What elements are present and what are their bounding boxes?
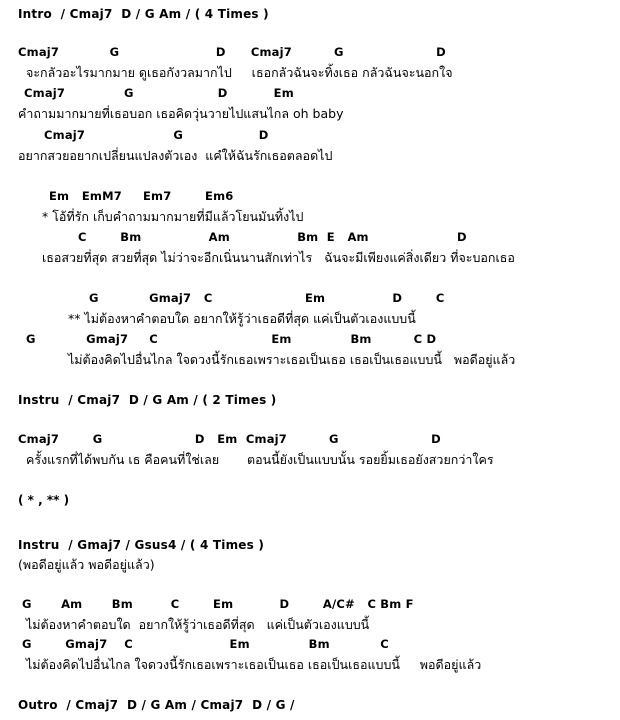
lyric-line-v1-lyric-2: คำถามมากมายที่เธอบอก เธอคิดวุ่นวายไปแสนไกล oh baby — [18, 106, 344, 121]
chord-line-v1-chords-1: Cmaj7 G D Cmaj7 G D — [18, 45, 446, 59]
repeat-marker: ( * , ** ) — [18, 493, 70, 507]
chord-line-v1-chords-3: Cmaj7 G D — [44, 128, 269, 142]
lyric-line-ch2-lyric-1: ** ไม่ต้องหาคำตอบใด อยากให้รู้ว่าเธอดีที่สุด แค่เป็นตัวเองแบบนี้ — [68, 311, 416, 326]
chord-line-out1-chords-1: G Am Bm C Em D A/C# C Bm F — [22, 597, 414, 611]
section-marker-intro-section: Intro / Cmaj7 D / G Am / ( 4 Times ) — [18, 7, 269, 21]
chord-line-v2-chords-1: Cmaj7 G D Em Cmaj7 G D — [18, 432, 441, 446]
lyric-line-ch1-lyric-2: เธอสวยที่สุด สวยที่สุด ไม่ว่าจะอีกเนิ่นนานสักเท่าไร ฉันจะมีเพียงแค่สิ่งเดียว ที่จะบอกเธอ — [42, 250, 515, 265]
lyric-line-ch2-lyric-2: ไม่ต้องคิดไปอื่นไกล ใจดวงนี้รักเธอเพราะเธอเป็นเธอ เธอเป็นเธอแบบนี้ พอดีอยู่แล้ว — [68, 352, 516, 367]
chord-line-v1-chords-2: Cmaj7 G D Em — [24, 86, 294, 100]
section-marker-instru1-section: Instru / Cmaj7 D / G Am / ( 2 Times ) — [18, 393, 277, 407]
section-marker-instru2-section: Instru / Gmaj7 / Gsus4 / ( 4 Times ) — [18, 538, 265, 552]
chord-line-ch2-chords-2: G Gmaj7 C Em Bm C D — [26, 332, 437, 346]
section-marker-outro-section: Outro / Cmaj7 D / G Am / Cmaj7 D / G / — [18, 698, 295, 712]
lyric-line-out1-lyric-2: ไม่ต้องคิดไปอื่นไกล ใจดวงนี้รักเธอเพราะเธอเป็นเธอ เธอเป็นเธอแบบนี้ พอดีอยู่แล้ว — [26, 657, 482, 672]
chord-line-ch2-chords-1: G Gmaj7 C Em D C — [89, 291, 445, 305]
lyric-line-out1-lyric-1: ไม่ต้องหาคำตอบใด อยากให้รู้ว่าเธอดีที่สุด แค่เป็นตัวเองแบบนี้ — [26, 617, 370, 632]
chord-line-out1-chords-2: G Gmaj7 C Em Bm C — [22, 637, 389, 651]
chord-line-ch1-chords-1: Em EmM7 Em7 Em6 — [49, 189, 234, 203]
lyric-line-ch1-lyric-1: * โอ้ที่รัก เก็บคำถามมากมายที่มีแล้วโยนมันทิ้งไป — [42, 209, 304, 224]
lyric-line-instru2-lyric: (พอดีอยู่แล้ว พอดีอยู่แล้ว) — [18, 557, 155, 572]
lyric-line-v2-lyric-1: ครั้งแรกที่ได้พบกัน เธ คือคนที่ใช่เลย ตอนนี้ยังเป็นแบบนั้น รอยยิ้มเธอยังสวยกว่าใคร — [26, 452, 494, 467]
chord-line-ch1-chords-2: C Bm Am Bm E Am D — [78, 230, 467, 244]
lyric-line-v1-lyric-3: อยากสวยอยากเปลี่ยนแปลงตัวเอง แคํให้ฉันรักเธอตลอดไป — [18, 148, 333, 163]
lyric-line-v1-lyric-1: จะกลัวอะไรมากมาย ดูเธอกังวลมากไป เธอกลัวฉันจะทิ้งเธอ กลัวฉันจะนอกใจ — [26, 65, 453, 80]
